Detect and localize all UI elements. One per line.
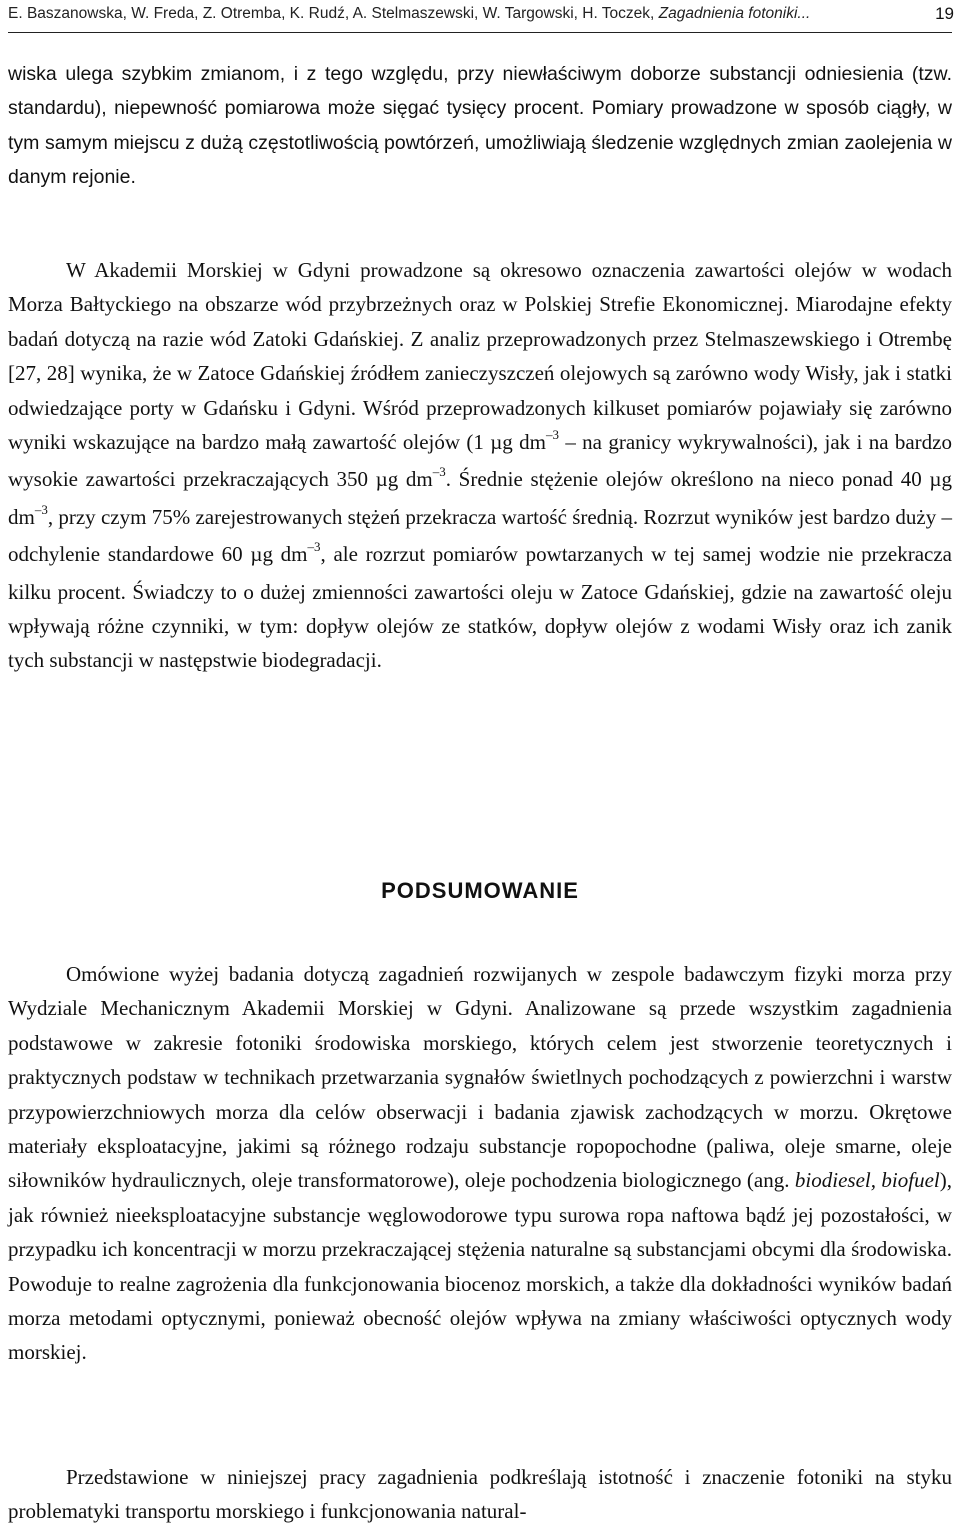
paragraph-conclusion xyxy=(8,1460,952,1529)
paragraph-continuation xyxy=(8,57,952,195)
paragraph-text: , przy czym 75% zarejestrowanych stężeń przekracza wartość średnią. Rozrzut wyników jest bardzo duży – odchylenie standardowe 60 µg dm xyxy=(8,504,952,567)
paragraph-text: W Akademii Morskiej w Gdyni prowadzone są okresowo oznaczenia zawartości olejów w wodach Morza Bałtyckiego na obszarze wód przybrzeżnych oraz w Polskiej Strefie Ekonomicznej. Miarodajne efekty badań dotyczą na razie wód Zatoki Gdańskiej. Z analiz przeprowadzonych przez Stelmaszewskiego i Otrembę [27, 28] wynika, że w Zatoce Gdańskiej źródłem zanieczyszczeń olejowych są zarówno wody Wisły, jak i statki odwiedzające porty w Gdańsku i Gdyni. Wśród przeprowadzonych kilkuset pomiarów pojawiały się zarówno wyniki wskazujące na bardzo małą zawartość olejów (1 µg dm xyxy=(8,258,952,455)
superscript: –3 xyxy=(545,427,559,443)
italic-terms: biodiesel, biofuel xyxy=(794,1168,940,1193)
paragraph-summary xyxy=(8,957,952,1370)
header-citation xyxy=(8,2,810,26)
header-journal: Zagadnienia fotoniki... xyxy=(658,5,811,22)
paragraph-oil-measurements xyxy=(8,253,952,678)
running-header xyxy=(8,2,952,28)
superscript: –3 xyxy=(307,539,321,555)
header-authors: E. Baszanowska, W. Freda, Z. Otremba, K. Rudź, A. Stelmaszewski, W. Targowski, H. Toczek, xyxy=(8,5,655,22)
superscript: –3 xyxy=(432,464,446,480)
header-rule xyxy=(8,32,952,33)
paragraph-text: . Średnie stężenie olejów określono na nieco ponad 40 µg dm xyxy=(8,467,952,529)
paragraph-text: Przedstawione w niniejszej pracy zagadnienia podkreślają istotność i znaczenie fotoniki na styku problematyki transportu morskiego i funkcjonowania natural- xyxy=(8,1465,952,1524)
paragraph-text: – na granicy wykrywalności), jak i na bardzo wysokie zawartości przekraczających 350 µg dm xyxy=(8,430,952,492)
paragraph-text: , ale rozrzut pomiarów powtarzanych w tej samej wodzie nie przekracza kilku procent. Świadczy to o dużej zmienności zawartości oleju w Zatoce Gdańskiej, gdzie na zawartość oleju wpływają różne czynniki, w tym: dopływ olejów ze statków, dopływ olejów z wodami Wisły oraz ich zanik tych substancji w następstwie biodegradacji. xyxy=(8,542,952,673)
paragraph-text: ), jak również nieeksploatacyjne substancje węglowodorowe typu surowa ropa naftowa bądź jej pozostałości, w przypadku ich koncentracji w morzu przekraczającej stężenia naturalne są substancjami obcymi dla środowiska. Powoduje to realne zagrożenia dla funkcjonowania biocenoz morskich, a także dla dokładności wyników badań morza metodami optycznymi, ponieważ obecność olejów wpływa na zmiany właściwości optycznych wody morskiej. xyxy=(8,1168,952,1365)
superscript: –3 xyxy=(34,501,48,517)
paragraph-text: Omówione wyżej badania dotyczą zagadnień rozwijanych w zespole badawczym fizyki morza przy Wydziale Mechanicznym Akademii Morskiej w Gdyni. Analizowane są przede wszystkim zagadnienia podstawowe w zakresie fotoniki środowiska morskiego, których celem jest stworzenie teoretycznych i praktycznych podstaw w technikach przetwarzania sygnałów świetlnych pochodzących z powierzchni i warstw przypowierzchniowych morza dla celów obserwacji i badania zjawisk zachodzących w morzu. Okrętowe materiały eksploatacyjne, jakimi są różnego rodzaju substancje ropopochodne (paliwa, oleje smarne, oleje siłowników hydraulicznych, oleje transformatorowe), oleje pochodzenia biologicznego (ang. xyxy=(8,962,952,1193)
paragraph-text: wiska ulega szybkim zmianom, i z tego względu, przy niewłaściwym doborze substancji odniesienia (tzw. standardu), niepewność pomiarowa może sięgać tysięcy procent. Pomiary prowadzone w sposób ciągły, w tym samym miejscu z dużą częstotliwością powtórzeń, umożliwiają śledzenie względnych zmian zaolejenia w danym rejonie. xyxy=(8,63,952,189)
page-number: 19 xyxy=(935,4,954,23)
section-heading: PODSUMOWANIE xyxy=(381,878,579,903)
